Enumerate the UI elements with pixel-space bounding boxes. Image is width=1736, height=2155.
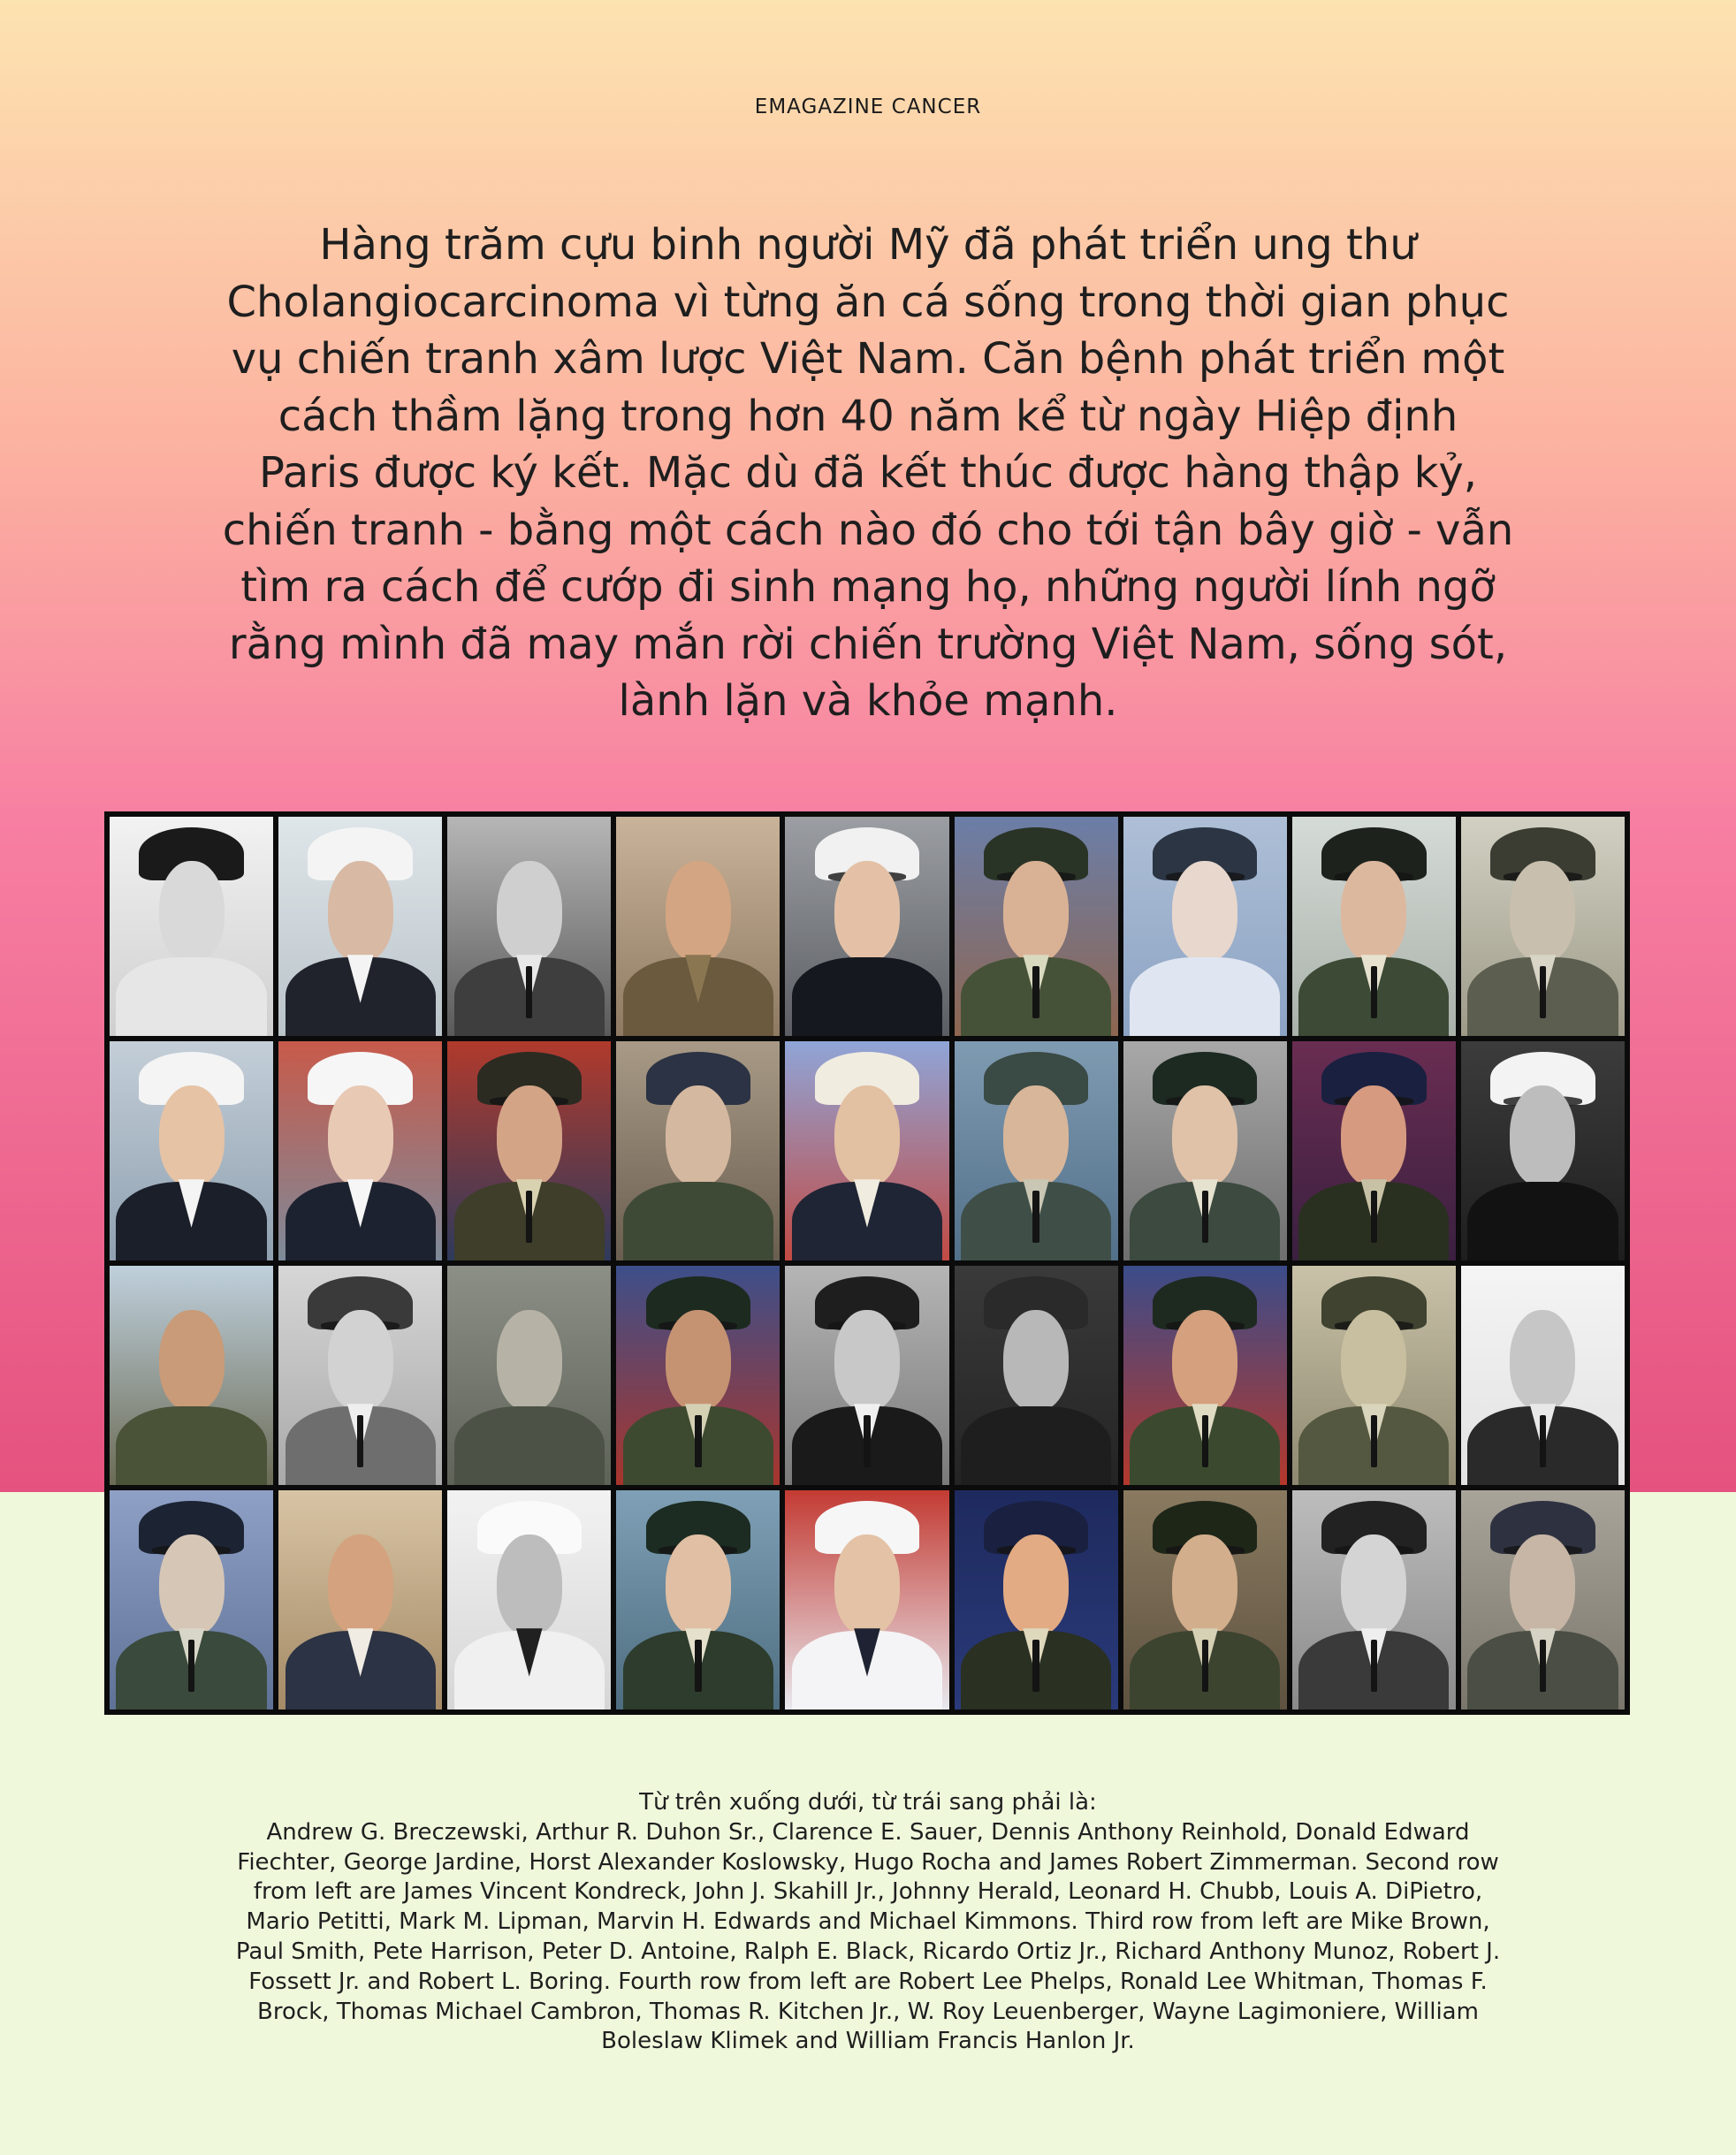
portrait bbox=[447, 1266, 611, 1485]
portrait bbox=[278, 1041, 442, 1260]
portrait bbox=[955, 1266, 1118, 1485]
portrait bbox=[785, 1266, 948, 1485]
portrait bbox=[1292, 1266, 1456, 1485]
portrait-grid bbox=[104, 811, 1630, 1715]
portrait bbox=[1461, 1490, 1625, 1710]
portrait bbox=[616, 1266, 780, 1485]
portrait bbox=[616, 1490, 780, 1710]
caption-body: Andrew G. Breczewski, Arthur R. Duhon Sr., Clarence E. Sauer, Dennis Anthony Reinhold, Donald Edward Fiechter, George Jardine, Horst Alexander Koslowsky, Hugo Rocha and James Robert Zimmerman. Second row from left are James Vincent Kondreck, John J. Skahill Jr., Johnny Herald, Leonard H. Chubb, Louis A. DiPietro, Mario Petitti, Mark M. Lipman, Marvin H. Edwards and Michael Kimmons. Third row from left are Mike Brown, Paul Smith, Pete Harrison, Peter D. Antoine, Ralph E. Black, Ricardo Ortiz Jr., Richard Anthony Munoz, Robert J. Fossett Jr. and Robert L. Boring. Fourth row from left are Robert Lee Phelps, Ronald Lee Whitman, Thomas F. Brock, Thomas Michael Cambron, Thomas R. Kitchen Jr., W. Roy Leuenberger, Wayne Lagimoniere, William Boleslaw Klimek and William Francis Hanlon Jr. bbox=[235, 1818, 1501, 2055]
portrait bbox=[1461, 817, 1625, 1036]
portrait bbox=[955, 1490, 1118, 1710]
portrait bbox=[1123, 817, 1287, 1036]
portrait bbox=[1292, 1041, 1456, 1260]
portrait bbox=[278, 1266, 442, 1485]
photo-caption bbox=[234, 1788, 1502, 2057]
magazine-label: EMAGAZINE CANCER bbox=[754, 95, 982, 118]
portrait bbox=[1461, 1266, 1625, 1485]
portrait bbox=[110, 1266, 273, 1485]
portrait bbox=[278, 817, 442, 1036]
portrait bbox=[1123, 1041, 1287, 1260]
portrait bbox=[785, 817, 948, 1036]
portrait bbox=[447, 1490, 611, 1710]
portrait bbox=[110, 817, 273, 1036]
portrait bbox=[1123, 1490, 1287, 1710]
portrait bbox=[616, 817, 780, 1036]
portrait bbox=[785, 1041, 948, 1260]
portrait bbox=[616, 1041, 780, 1260]
portrait bbox=[955, 1041, 1118, 1260]
portrait bbox=[110, 1490, 273, 1710]
portrait bbox=[1461, 1041, 1625, 1260]
portrait bbox=[1292, 817, 1456, 1036]
portrait bbox=[1292, 1490, 1456, 1710]
portrait bbox=[1123, 1266, 1287, 1485]
portrait bbox=[447, 1041, 611, 1260]
portrait bbox=[447, 817, 611, 1036]
intro-paragraph: Hàng trăm cựu binh người Mỹ đã phát triển ung thư Cholangiocarcinoma vì từng ăn cá sống trong thời gian phục vụ chiến tranh xâm lược Việt Nam. Căn bệnh phát triển một cách thầm lặng trong hơn 40 năm kể từ ngày Hiệp định Paris được ký kết. Mặc dù đã kết thúc được hàng thập kỷ, chiến tranh - bằng một cách nào đó cho tới tận bây giờ - vẫn tìm ra cách để cướp đi sinh mạng họ, những người lính ngỡ rằng mình đã may mắn rời chiến trường Việt Nam, sống sót, lành lặn và khỏe mạnh. bbox=[222, 220, 1514, 726]
portrait bbox=[110, 1041, 273, 1260]
portrait bbox=[955, 817, 1118, 1036]
portrait bbox=[785, 1490, 948, 1710]
caption-title: Từ trên xuống dưới, từ trái sang phải là: bbox=[639, 1789, 1097, 1816]
portrait bbox=[278, 1490, 442, 1710]
